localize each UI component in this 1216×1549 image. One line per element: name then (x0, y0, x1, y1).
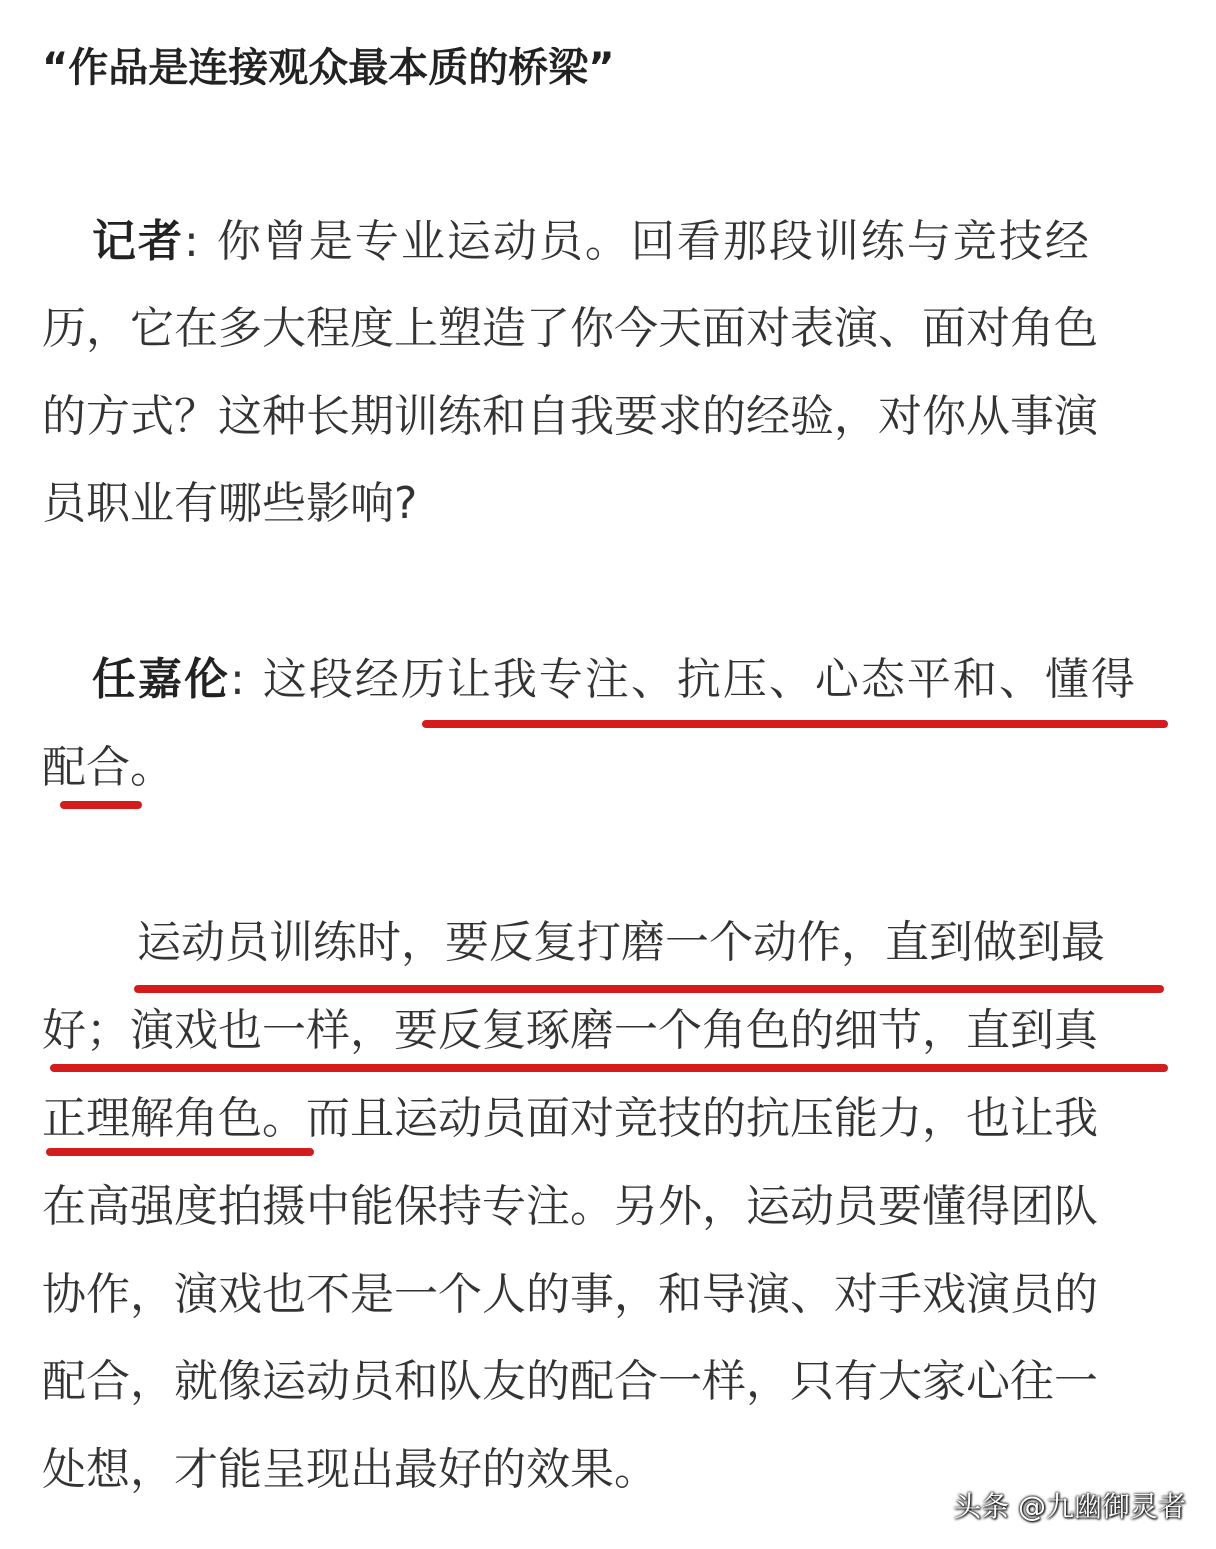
question-line-4: 员职业有哪些影响? (42, 478, 418, 529)
question-line-1 (42, 214, 1091, 270)
para2-line-2: 好；演戏也一样，要反复琢磨一个角色的细节，直到真 (42, 1005, 1098, 1056)
watermark: 头条 @九幽御灵者 (953, 1490, 1186, 1523)
answer-line-1 (42, 652, 1137, 708)
answer-text: 这段经历让我专注、抗压、心态平和、懂得 (262, 654, 1137, 705)
red-underline (422, 720, 1168, 728)
para2-line-4: 在高强度拍摄中能保持专注。另外，运动员要懂得团队 (42, 1181, 1098, 1232)
question-line-3: 的方式？这种长期训练和自我要求的经验，对你从事演 (42, 391, 1098, 442)
article-title: “作品是连接观众最本质的桥梁” (42, 45, 615, 91)
question-text: 你曾是专业运动员。回看那段训练与竞技经 (216, 216, 1091, 267)
red-underline (60, 801, 142, 809)
speaker-name: 任嘉伦 (92, 654, 230, 705)
red-underline (46, 1148, 314, 1156)
para2-line-5: 协作，演戏也不是一个人的事，和导演、对手戏演员的 (42, 1269, 1098, 1320)
red-underline (50, 1064, 1168, 1072)
speaker-colon: : (184, 216, 201, 267)
para2-line-6: 配合，就像运动员和队友的配合一样，只有大家心往一 (42, 1356, 1098, 1407)
para2-line-3: 正理解角色。而且运动员面对竞技的抗压能力，也让我 (42, 1093, 1098, 1144)
speaker-colon: : (230, 654, 247, 705)
para2-text: 运动员训练时，要反复打磨一个动作，直到做到最 (137, 917, 1105, 968)
para2-line-1 (42, 915, 1105, 971)
speaker-actor (92, 654, 263, 705)
speaker-reporter (92, 216, 217, 267)
question-line-2: 历，它在多大程度上塑造了你今天面对表演、面对角色 (42, 303, 1098, 354)
red-underline (134, 985, 1164, 993)
answer-line-2: 配合。 (42, 742, 174, 793)
speaker-name: 记者 (92, 216, 184, 267)
para2-line-7: 处想，才能呈现出最好的效果。 (42, 1444, 658, 1495)
